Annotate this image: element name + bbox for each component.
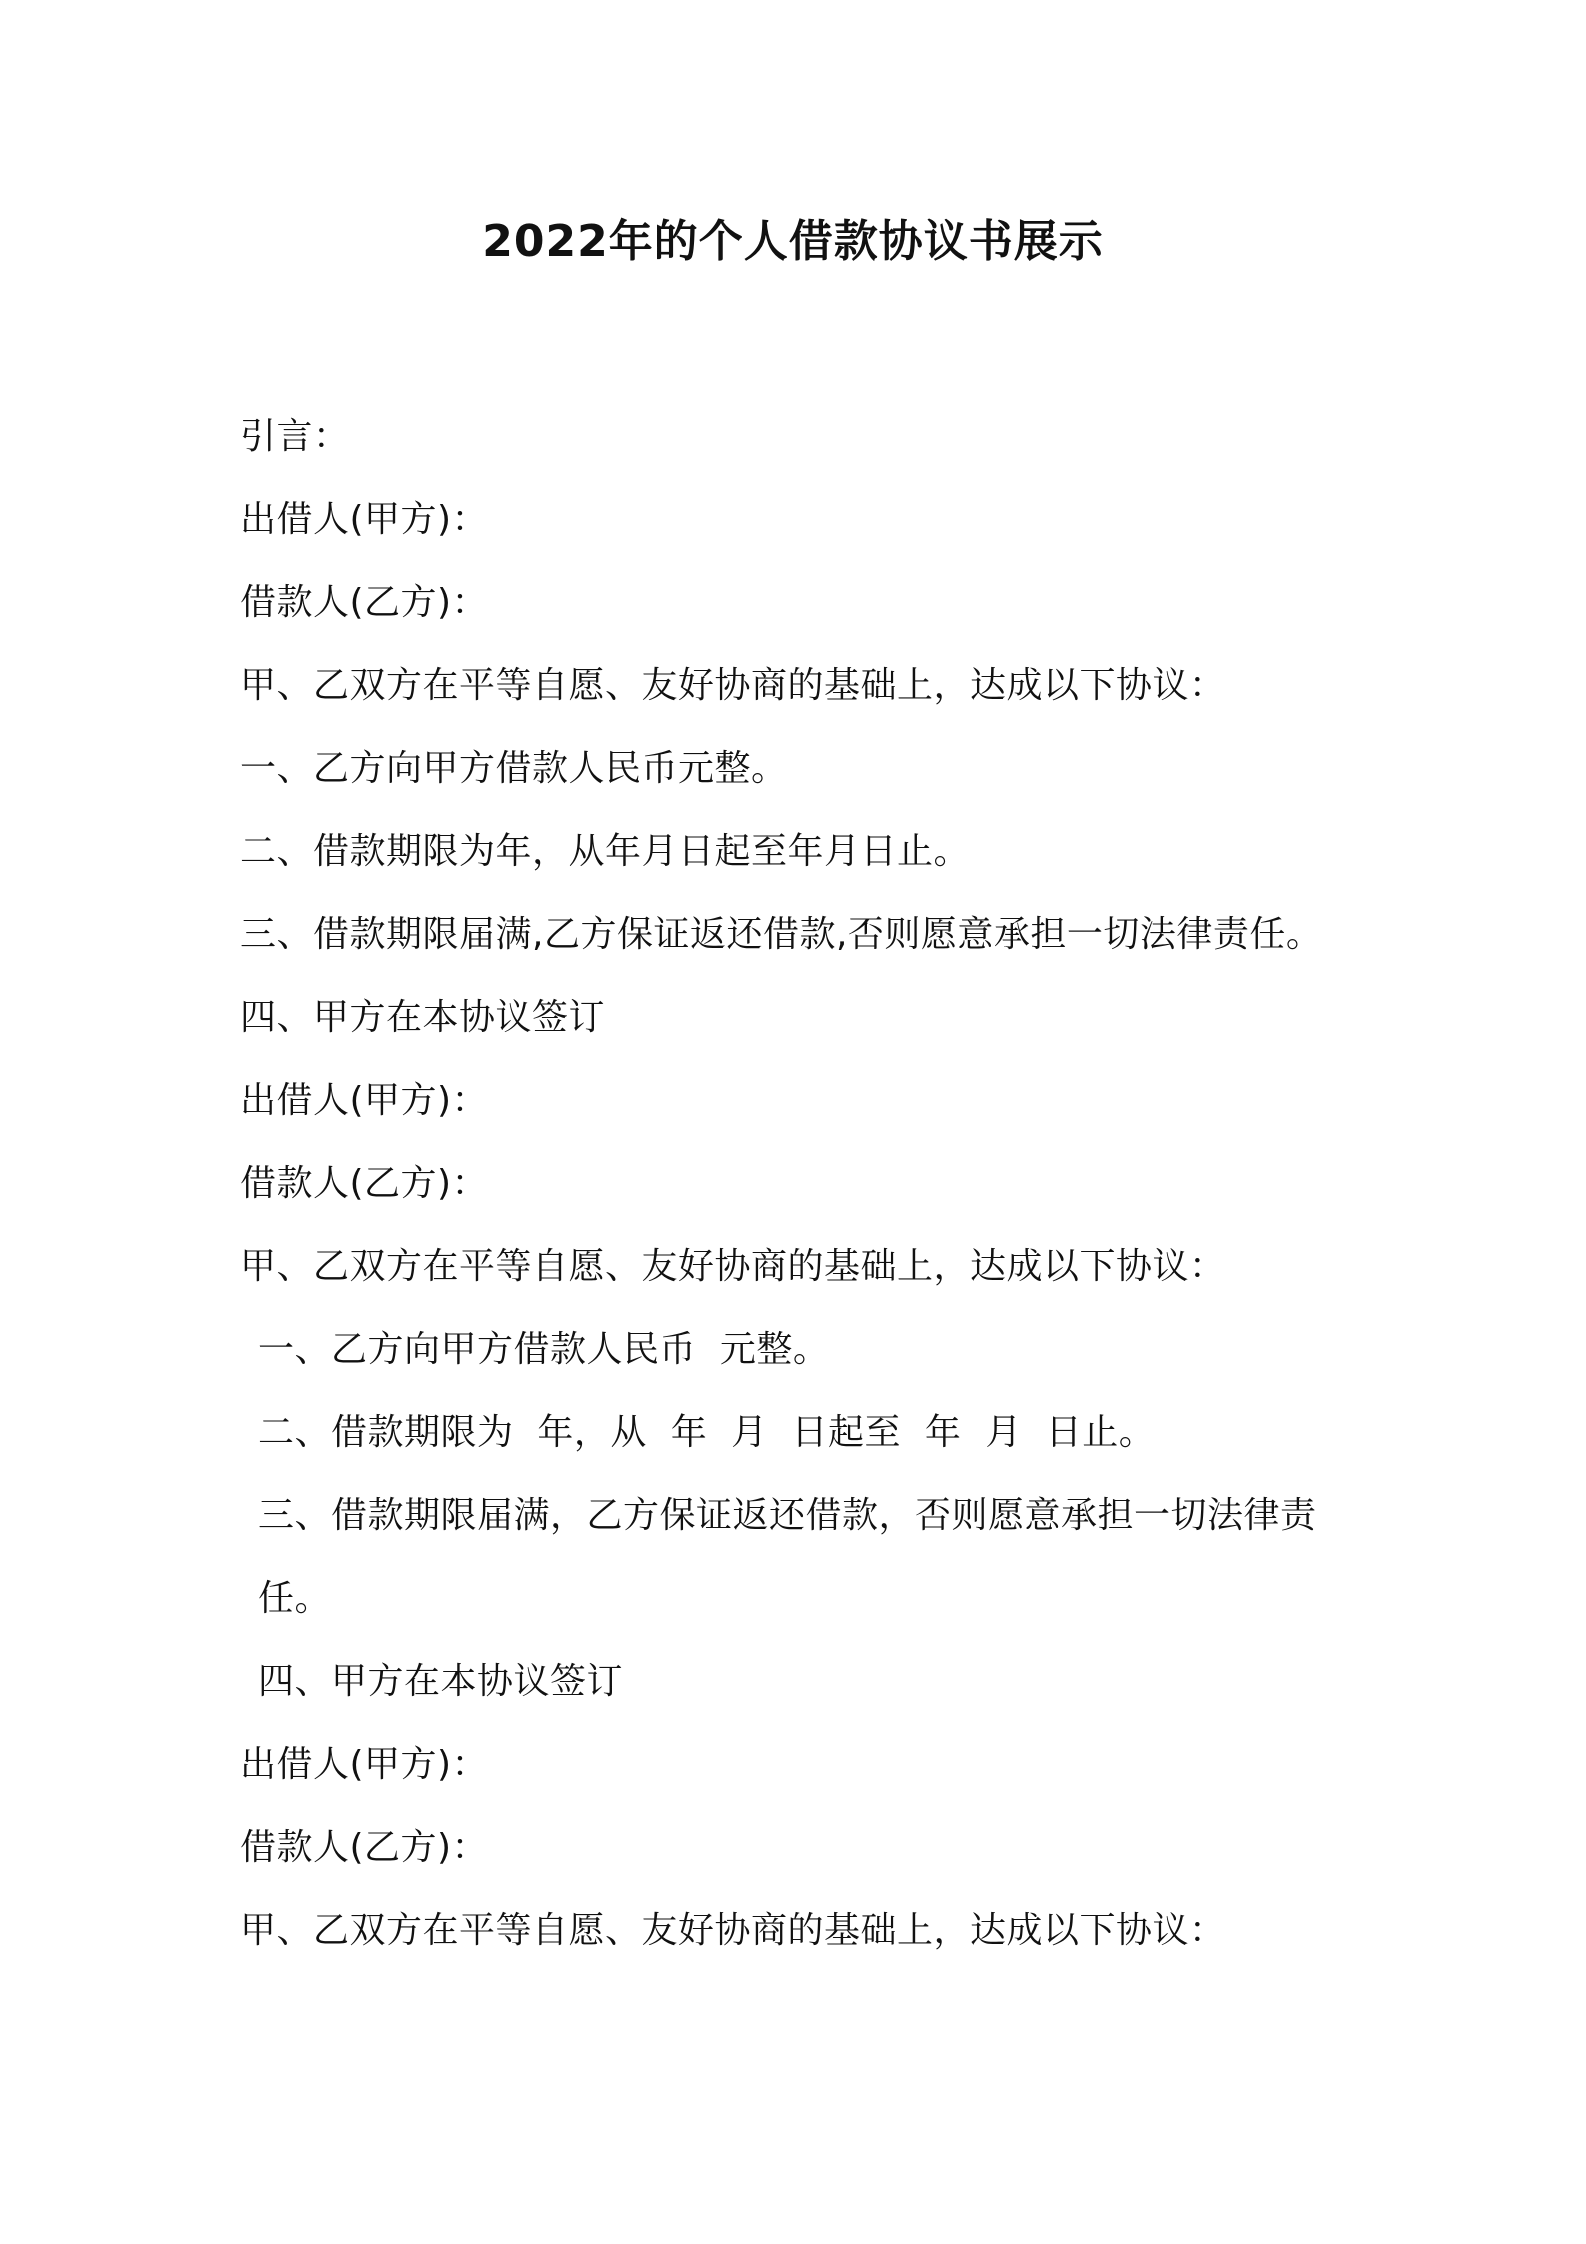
agreement-intro-line: 甲、乙双方在平等自愿、友好协商的基础上，达成以下协议： xyxy=(240,1246,1226,1287)
clause-2: 二、借款期限为年，从年月日起至年月日止。 xyxy=(240,831,971,872)
lender-line: 出借人(甲方)： xyxy=(240,1080,489,1121)
lender-line: 出借人(甲方)： xyxy=(240,499,489,540)
clause-4: 四、甲方在本协议签订 xyxy=(240,997,606,1038)
intro-label: 引言： xyxy=(240,416,350,457)
clause-1: 一、乙方向甲方借款人民币 元整。 xyxy=(258,1329,830,1370)
borrower-line: 借款人(乙方)： xyxy=(240,582,489,623)
agreement-intro-line: 甲、乙双方在平等自愿、友好协商的基础上，达成以下协议： xyxy=(240,665,1226,706)
agreement-intro-line: 甲、乙双方在平等自愿、友好协商的基础上，达成以下协议： xyxy=(240,1910,1226,1951)
clause-2: 二、借款期限为 年，从 年 月 日起至 年 月 日止。 xyxy=(258,1412,1156,1453)
borrower-line: 借款人(乙方)： xyxy=(240,1827,489,1868)
clause-3: 三、借款期限届满,乙方保证返还借款,否则愿意承担一切法律责任。 xyxy=(240,914,1323,955)
clause-3-continuation: 任。 xyxy=(258,1578,332,1619)
clause-4: 四、甲方在本协议签订 xyxy=(258,1661,624,1702)
document-title: 2022年的个人借款协议书展示 xyxy=(482,216,1104,267)
lender-line: 出借人(甲方)： xyxy=(240,1744,489,1785)
clause-1: 一、乙方向甲方借款人民币元整。 xyxy=(240,748,788,789)
borrower-line: 借款人(乙方)： xyxy=(240,1163,489,1204)
clause-3: 三、借款期限届满，乙方保证返还借款，否则愿意承担一切法律责 xyxy=(258,1495,1317,1536)
